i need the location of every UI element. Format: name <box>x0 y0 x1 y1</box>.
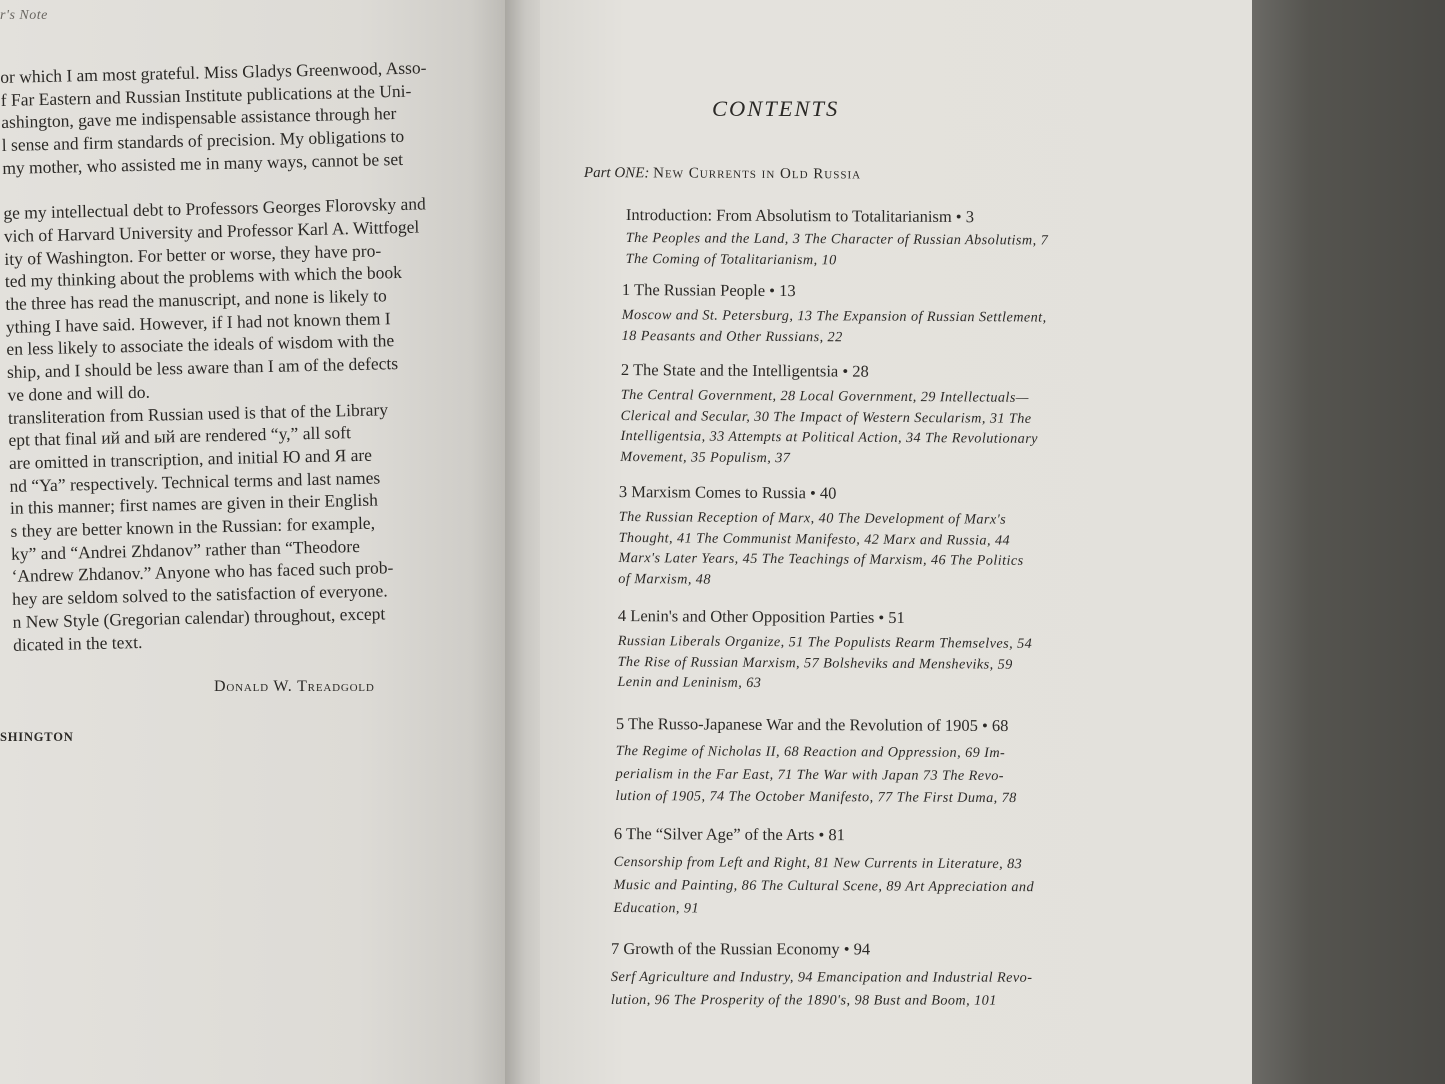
text-line: or which I am most grateful. Miss Gladys Greenwood, Asso- <box>0 57 427 87</box>
section-line: Movement, 35 Populism, 37 <box>620 448 791 466</box>
section-line: perialism in the Far East, 71 The War with Japan 73 The Revo- <box>615 765 1005 784</box>
text-line: ‘Andrew Zhdanov.” Anyone who has faced such prob- <box>11 557 394 587</box>
chapter-entry <box>622 280 1182 349</box>
section-line: Russian Liberals Organize, 51 The Populists Rearm Themselves, 54 <box>617 632 1033 652</box>
left-page-content <box>0 0 500 1084</box>
contents-page <box>540 0 1252 1084</box>
right-page <box>540 0 1252 1084</box>
section-line: Serf Agriculture and Industry, 94 Emancipation and Industrial Revo- <box>610 968 1033 986</box>
text-line: nd “Ya” respectively. Technical terms and last names <box>9 467 381 496</box>
place-name: SHINGTON <box>0 730 74 744</box>
chapter-entry <box>620 360 1181 471</box>
text-line: ity of Washington. For better or worse, they have pro- <box>4 240 382 269</box>
chapter-entry <box>626 205 1186 272</box>
author-signature: Donald W. Treadgold <box>214 678 375 695</box>
text-line: n New Style (Gregorian calendar) throughout, except <box>12 603 386 632</box>
chapter-sections <box>620 385 1181 471</box>
chapter-title: 1 The Russian People • 13 <box>621 280 796 301</box>
chapter-entry <box>616 714 1176 810</box>
chapter-sections <box>618 507 1179 593</box>
section-line: The Rise of Russian Marxism, 57 Bolsheviks and Mensheviks, 59 <box>617 653 1013 673</box>
chapter-entry <box>611 939 1171 1013</box>
section-line: The Central Government, 28 Local Government, 29 Intellectuals— <box>620 386 1029 406</box>
text-line: l sense and firm standards of precision. My obligations to <box>1 125 405 156</box>
chapter-entry <box>618 482 1179 593</box>
text-line: ything I have said. However, if I had not known them I <box>5 307 391 337</box>
section-line: lution of 1905, 74 The October Manifesto, 77 The First Duma, 78 <box>615 787 1017 807</box>
section-line: Clerical and Secular, 30 The Impact of Western Secularism, 31 The <box>620 407 1032 427</box>
section-line: Marx's Later Years, 45 The Teachings of Marxism, 46 The Politics <box>618 549 1024 569</box>
text-line: ky” and “Andrei Zhdanov” rather than “Theodore <box>10 535 361 564</box>
chapter-sections <box>622 305 1182 349</box>
chapter-title: 2 The State and the Intelligentsia • 28 <box>620 360 869 381</box>
text-line: ve done and will do. <box>7 381 151 405</box>
book-edge <box>1252 0 1445 1084</box>
text-line: hey are seldom solved to the satisfaction of everyone. <box>11 580 388 610</box>
chapter-sections <box>611 966 1171 1013</box>
text-line: dicated in the text. <box>12 631 143 655</box>
chapter-title: 4 Lenin's and Other Opposition Parties • 51 <box>617 606 905 628</box>
text-line: are omitted in transcription, and initial Ю and Я are <box>8 444 373 473</box>
section-line: The Coming of Totalitarianism, 10 <box>625 250 837 268</box>
text-line: ted my thinking about the problems with which the book <box>4 262 403 292</box>
text-line: in this manner; first names are given in their English <box>9 489 379 519</box>
section-line: Moscow and St. Petersburg, 13 The Expansion of Russian Settlement, <box>621 306 1047 326</box>
section-line: Education, 91 <box>613 899 700 917</box>
text-line: transliteration from Russian used is that of the Library <box>7 398 389 428</box>
text-line: s they are better known in the Russian: for example, <box>10 512 376 541</box>
section-line: The Russian Reception of Marx, 40 The Development of Marx's <box>618 508 1007 528</box>
section-line: 18 Peasants and Other Russians, 22 <box>621 327 843 345</box>
text-line: ship, and I should be less aware than I am of the defects <box>6 353 399 383</box>
text-line: f Far Eastern and Russian Institute publications at the Uni- <box>0 80 412 110</box>
text-line: the three has read the manuscript, and none is likely to <box>5 285 388 314</box>
chapter-sections <box>617 631 1177 696</box>
section-line: Music and Painting, 86 The Cultural Scene, 89 Art Appreciation and <box>613 876 1035 896</box>
section-line: The Regime of Nicholas II, 68 Reaction and Oppression, 69 Im- <box>615 742 1006 762</box>
chapter-title: 6 The “Silver Age” of the Arts • 81 <box>613 824 845 845</box>
part-name: New Currents in Old Russia <box>653 165 862 183</box>
left-page <box>0 0 512 1084</box>
chapter-sections <box>626 228 1186 272</box>
section-line: Thought, 41 The Communist Manifesto, 42 Marx and Russia, 44 <box>618 529 1011 549</box>
chapter-title: 5 The Russo-Japanese War and the Revolution of 1905 • 68 <box>615 714 1009 736</box>
page-title: CONTENTS <box>712 96 840 121</box>
section-line: Lenin and Leninism, 63 <box>617 673 762 692</box>
part-heading <box>584 165 861 183</box>
part-label: Part ONE: <box>583 165 650 182</box>
chapter-sections <box>613 851 1173 923</box>
chapter-title: 7 Growth of the Russian Economy • 94 <box>610 939 871 959</box>
section-line: lution, 96 The Prosperity of the 1890's, 98 Bust and Boom, 101 <box>610 991 997 1009</box>
chapter-title: Introduction: From Absolutism to Totalitarianism • 3 <box>625 205 975 227</box>
text-line: vich of Harvard University and Professor Karl A. Wittfogel <box>3 216 420 246</box>
text-line: my mother, who assisted me in many ways, cannot be set <box>2 148 404 178</box>
section-line: of Marxism, 48 <box>618 570 711 588</box>
text-line: ge my intellectual debt to Professors Georges Florovsky and <box>3 193 426 224</box>
text-line: ashington, gave me indispensable assistance through her <box>1 103 397 133</box>
chapter-entry <box>613 824 1173 923</box>
preface-text <box>0 56 463 656</box>
chapter-sections <box>616 740 1176 810</box>
section-line: Intelligentsia, 33 Attempts at Political Action, 34 The Revolutionary <box>620 427 1038 447</box>
text-line: ept that final ий and ый are rendered “y,” all soft <box>8 422 352 451</box>
section-line: The Peoples and the Land, 3 The Character of Russian Absolutism, 7 <box>625 229 1049 249</box>
section-line: Censorship from Left and Right, 81 New Currents in Literature, 83 <box>613 853 1023 873</box>
running-header: r's Note <box>0 8 48 23</box>
chapter-entry <box>617 606 1178 696</box>
text-line: en less likely to associate the ideals of wisdom with the <box>6 330 395 360</box>
chapter-title: 3 Marxism Comes to Russia • 40 <box>618 482 837 503</box>
